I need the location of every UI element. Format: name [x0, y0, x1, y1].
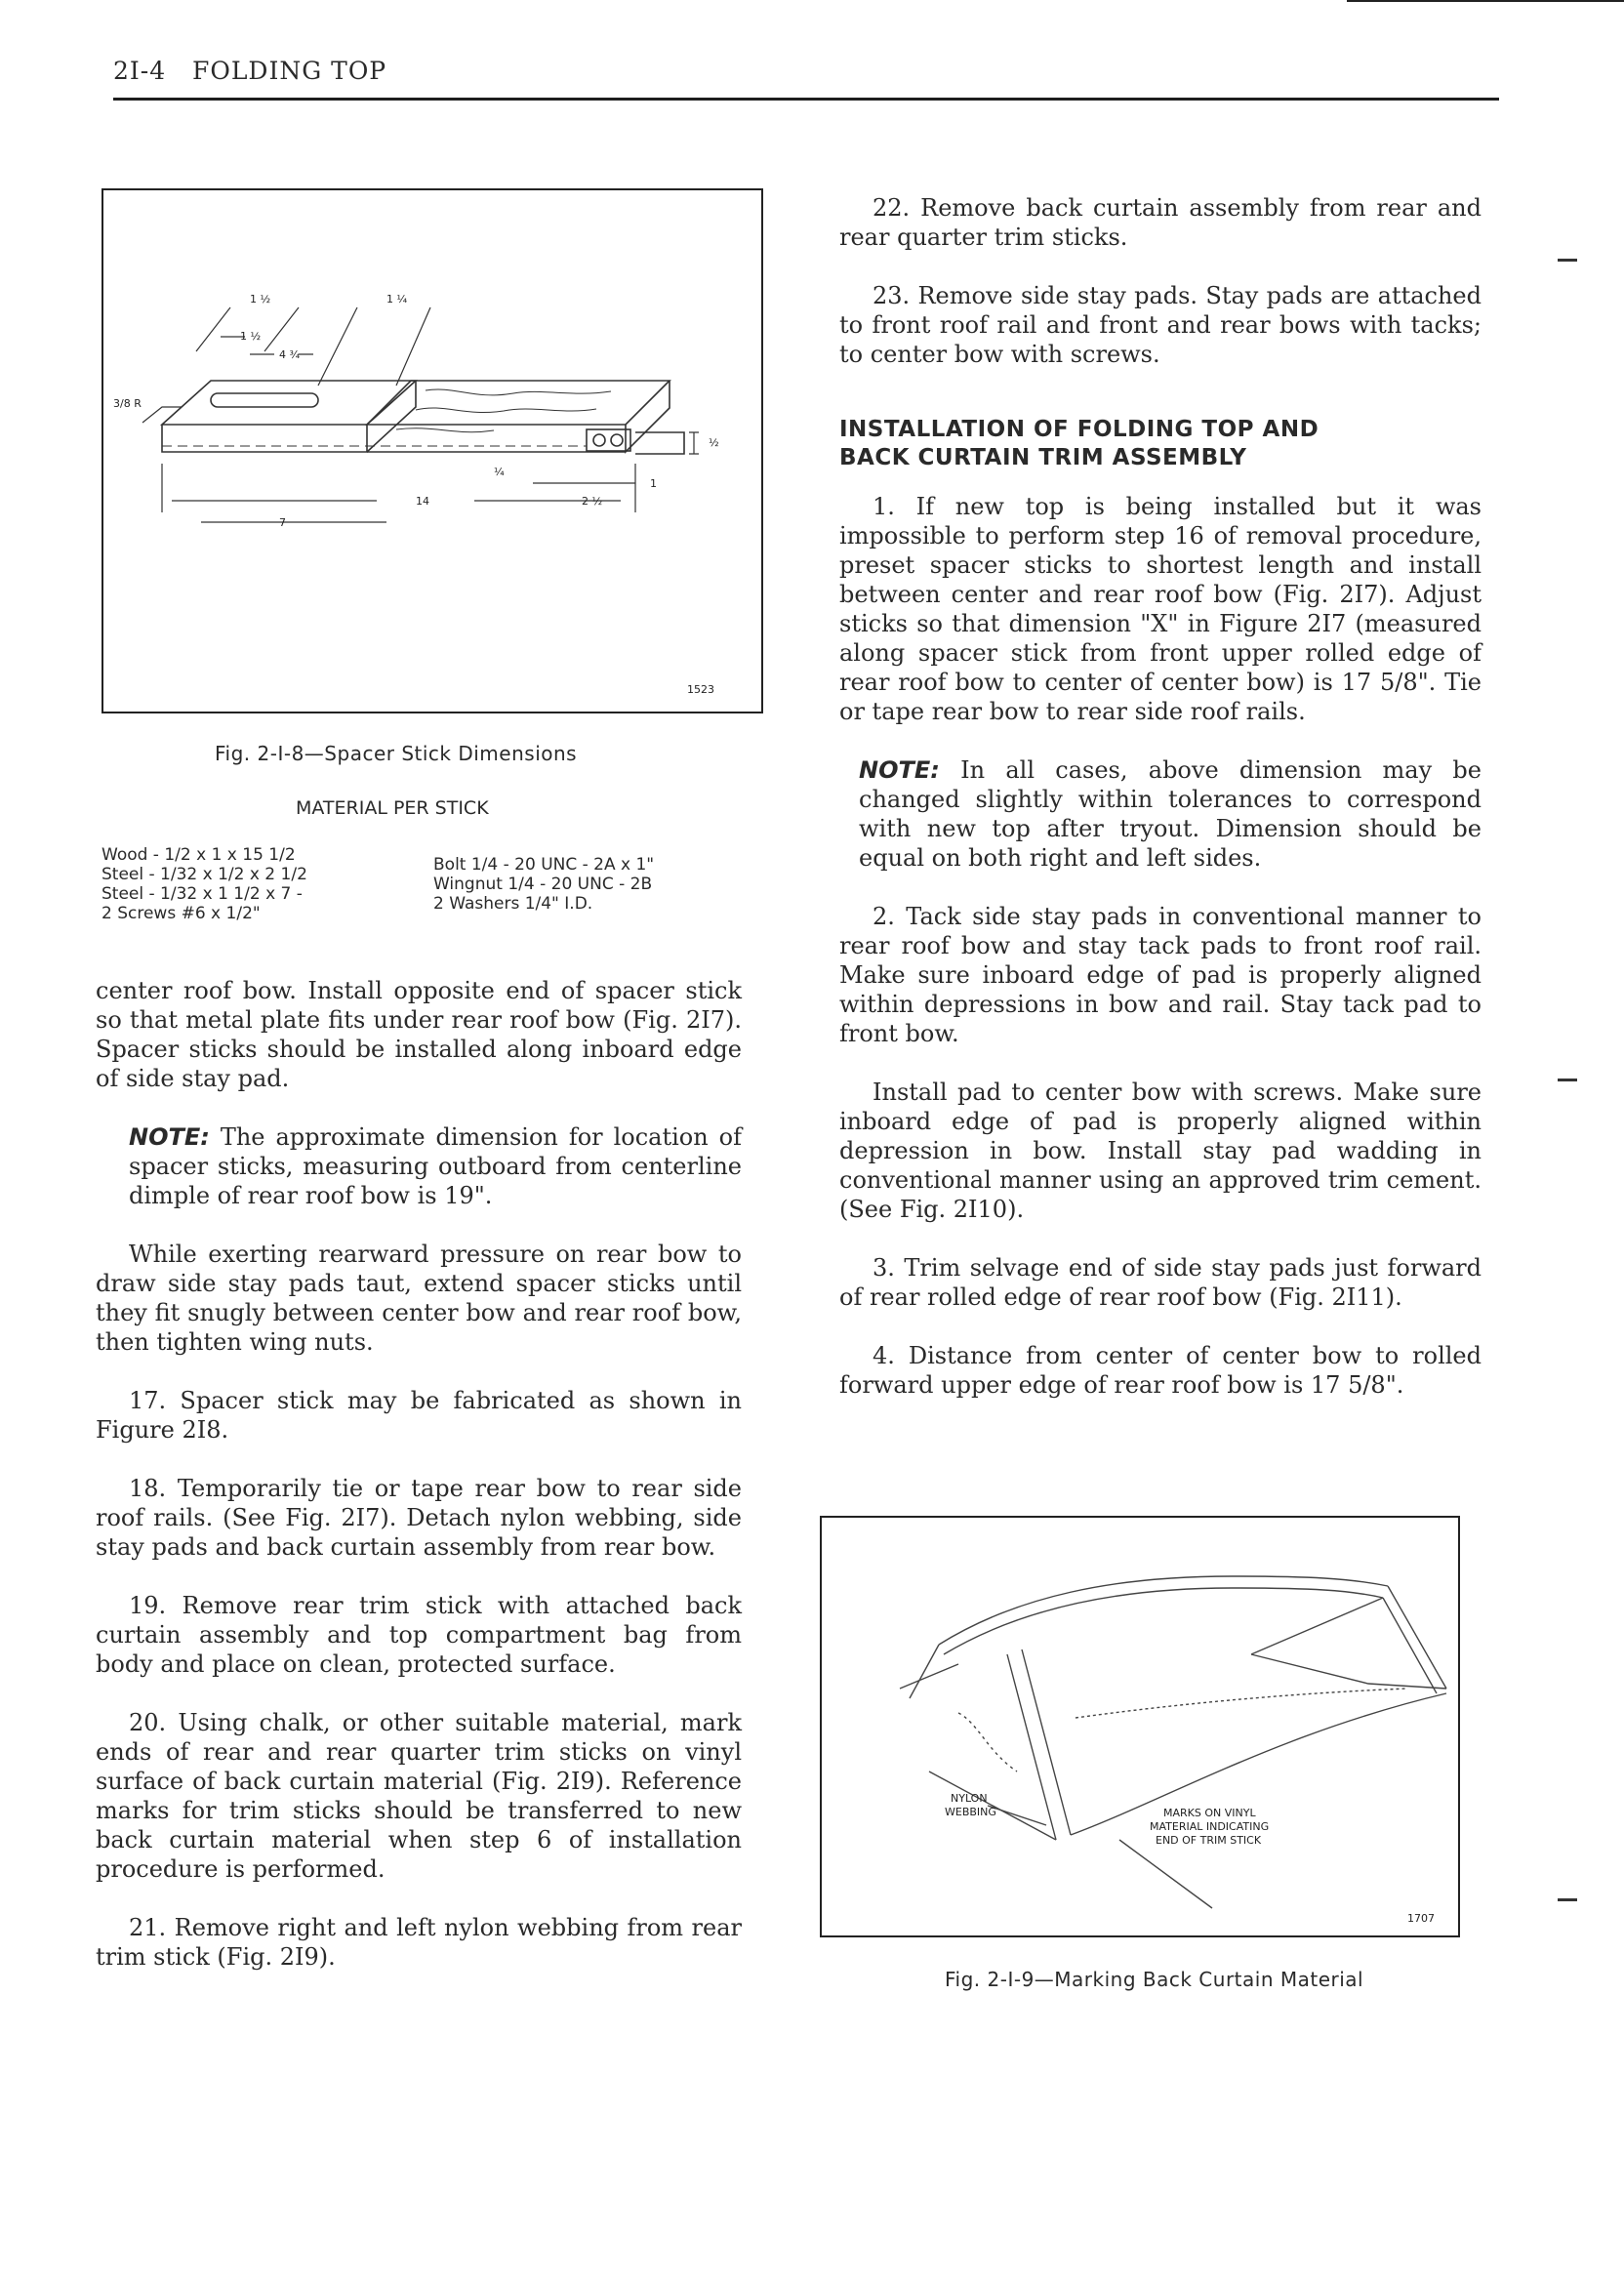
section-heading-line: INSTALLATION OF FOLDING TOP AND — [839, 417, 1320, 442]
dim-label: 14 — [416, 495, 429, 508]
margin-mark — [1558, 1079, 1577, 1081]
material-item: 2 Screws #6 x 1/2" — [102, 904, 261, 923]
paragraph: center roof bow. Install opposite end of spacer stick so that metal plate fits under rear roof bow (Fig. 2I7). Spacer sticks should be installed along inboard edge of side stay pad. — [96, 977, 742, 1092]
material-item: Steel - 1/32 x 1/2 x 2 1/2 — [102, 865, 307, 884]
note-lead: NOTE: — [859, 756, 940, 784]
margin-mark — [1558, 1898, 1577, 1901]
paragraph: 19. Remove rear trim stick with attached back curtain assembly and top compartment bag from body and place on clean, protected surface. — [96, 1592, 742, 1678]
dim-label: 1 ½ — [250, 293, 271, 305]
material-item: Steel - 1/32 x 1 1/2 x 7 - — [102, 884, 303, 904]
figure-back-curtain — [820, 1516, 1460, 1937]
paragraph: 21. Remove right and left nylon webbing from rear trim stick (Fig. 2I9). — [96, 1914, 742, 1971]
dim-label: 2 ½ — [582, 495, 603, 508]
page-number: 2I-4 — [113, 57, 167, 85]
figure-caption: Fig. 2-I-8—Spacer Stick Dimensions — [215, 742, 578, 765]
right-column — [839, 193, 1482, 1400]
material-item: 2 Washers 1/4" I.D. — [433, 894, 593, 914]
dim-label: 1 — [650, 477, 657, 490]
dim-label: ¼ — [494, 466, 505, 478]
callout-label: NYLON — [951, 1792, 988, 1805]
figure-caption: Fig. 2-I-9—Marking Back Curtain Material — [945, 1968, 1364, 1991]
paragraph: 22. Remove back curtain assembly from rear and rear quarter trim sticks. — [839, 194, 1482, 251]
note — [839, 755, 1482, 873]
material-list-right — [433, 855, 654, 914]
header-rule — [113, 98, 1499, 101]
page-header — [113, 57, 386, 85]
paragraph: 3. Trim selvage end of side stay pads just forward of rear rolled edge of rear roof bow (Fig. 2I11). — [839, 1254, 1482, 1311]
material-item: Wingnut 1/4 - 20 UNC - 2B — [433, 875, 653, 894]
back-curtain-drawing — [822, 1518, 1458, 1935]
callout-label: WEBBING — [945, 1806, 996, 1818]
dim-label: 1 ½ — [240, 330, 262, 343]
note — [96, 1122, 742, 1210]
paragraph: 4. Distance from center of center bow to rolled forward upper edge of rear roof bow is 17 5/8". — [839, 1342, 1482, 1399]
dim-label: 1 ¼ — [386, 293, 408, 305]
note-text: The approximate dimension for location of spacer sticks, measuring outboard from centerline dimple of rear roof bow is 19". — [129, 1123, 742, 1209]
paragraph: While exerting rearward pressure on rear bow to draw side stay pads taut, extend spacer sticks until they fit snugly between center bow and rear roof bow, then tighten wing nuts. — [96, 1241, 742, 1356]
dim-label: 3/8 R — [113, 397, 142, 410]
material-list-left — [102, 845, 307, 923]
spacer-stick-drawing — [103, 190, 761, 712]
dim-label: 7 — [279, 516, 286, 529]
page-title: FOLDING TOP — [191, 57, 387, 85]
callout-label: MATERIAL INDICATING — [1150, 1820, 1270, 1833]
section-heading-line: BACK CURTAIN TRIM ASSEMBLY — [839, 445, 1247, 470]
paragraph: 23. Remove side stay pads. Stay pads are attached to front roof rail and front and rear bows with tacks; to center bow with screws. — [839, 282, 1482, 368]
material-title: MATERIAL PER STICK — [296, 797, 489, 819]
figure-code: 1523 — [687, 683, 714, 696]
figure-spacer-stick — [102, 188, 763, 713]
material-item: Bolt 1/4 - 20 UNC - 2A x 1" — [433, 855, 655, 875]
paragraph: Install pad to center bow with screws. Make sure inboard edge of pad is properly aligned within depression in bow. Install stay pad wadding in conventional manner using an approved trim cement. (See Fig. 2I10). — [839, 1079, 1482, 1223]
callout-label: MARKS ON VINYL — [1163, 1807, 1256, 1819]
left-column — [96, 976, 742, 1972]
paragraph: 17. Spacer stick may be fabricated as shown in Figure 2I8. — [96, 1387, 742, 1444]
figure-code: 1707 — [1407, 1912, 1435, 1925]
callout-label: END OF TRIM STICK — [1156, 1834, 1262, 1847]
margin-mark — [1558, 259, 1577, 262]
material-item: Wood - 1/2 x 1 x 15 1/2 — [102, 845, 296, 865]
paragraph: 20. Using chalk, or other suitable material, mark ends of rear and rear quarter trim sticks on vinyl surface of back curtain material (Fig. 2I9). Reference marks for trim sticks should be transferred to new back curtain material when step 6 of installation procedure is performed. — [96, 1709, 742, 1883]
paragraph: 2. Tack side stay pads in conventional manner to rear roof bow and stay tack pads to front roof rail. Make sure inboard edge of pad is properly aligned within depressions in bow and rail. Stay tack pad to front bow. — [839, 903, 1482, 1047]
dim-label: ½ — [709, 436, 719, 449]
paragraph: 18. Temporarily tie or tape rear bow to rear side roof rails. (See Fig. 2I7). Detach nylon webbing, side stay pads and back curtain assembly from rear bow. — [96, 1475, 742, 1561]
corner-rule — [1347, 0, 1624, 2]
note-text: In all cases, above dimension may be changed slightly within tolerances to correspond with new top after tryout. Dimension should be equal on both right and left sides. — [859, 756, 1482, 872]
section-heading — [839, 416, 1482, 472]
paragraph: 1. If new top is being installed but it was impossible to perform step 16 of removal procedure, preset spacer sticks to shortest length and install between center and rear roof bow (Fig. 2I7). Adjust sticks so that dimension "X" in Figure 2I7 (measured along spacer stick from front upper rolled edge of rear roof bow to center of center bow) is 17 5/8". Tie or tape rear bow to rear side roof rails. — [839, 493, 1482, 725]
note-lead: NOTE: — [129, 1123, 210, 1151]
dim-label: 4 ¾ — [279, 348, 301, 361]
